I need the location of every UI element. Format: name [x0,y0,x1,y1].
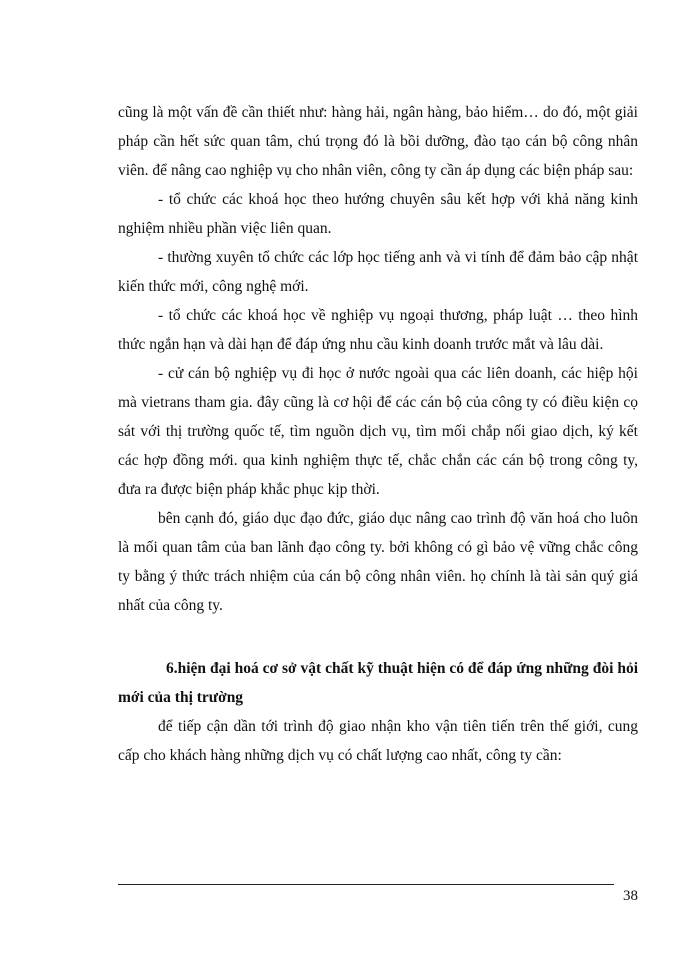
paragraph-section-intro: để tiếp cận dần tới trình độ giao nhận kho vận tiên tiến trên thế giới, cung cấp cho khách hàng những dịch vụ có chất lượng cao nhất, công ty cần: [118,718,638,764]
page-number: 38 [623,888,638,904]
paragraph-education: bên cạnh đó, giáo dục đạo đức, giáo dục nâng cao trình độ văn hoá cho luôn là mối quan tâm của ban lãnh đạo công ty. bởi không có gì bảo vệ vững chắc công ty bằng ý thức trách nhiệm của cán bộ công nhân viên. họ chính là tài sản quý giá nhất của công ty. [118,510,638,614]
bullet-item: - tổ chức các khoá học theo hướng chuyên sâu kết hợp với khả năng kinh nghiệm nhiều phần việc liên quan. [118,191,638,237]
body-text [118,98,638,770]
section-heading: 6.hiện đại hoá cơ sở vật chất kỹ thuật hiện có để đáp ứng những đòi hỏi mới của thị trường [118,660,638,706]
footer-rule [118,884,614,885]
bullet-item: - tổ chức các khoá học về nghiệp vụ ngoại thương, pháp luật … theo hình thức ngắn hạn và dài hạn để đáp ứng nhu cầu kinh doanh trước mắt và lâu dài. [118,307,638,353]
paragraph-intro: cũng là một vấn đề cần thiết như: hàng hải, ngân hàng, bảo hiểm… do đó, một giải pháp cần hết sức quan tâm, chú trọng đó là bồi dưỡng, đào tạo cán bộ công nhân viên. để nâng cao nghiệp vụ cho nhân viên, công ty cần áp dụng các biện pháp sau: [118,104,638,179]
bullet-item: - thường xuyên tổ chức các lớp học tiếng anh và vi tính để đảm bảo cập nhật kiến thức mới, công nghệ mới. [118,249,638,295]
bullet-item: - cử cán bộ nghiệp vụ đi học ở nước ngoài qua các liên doanh, các hiệp hội mà vietrans tham gia. đây cũng là cơ hội để các cán bộ của công ty có điều kiện cọ sát với thị trường quốc tế, tìm nguồn dịch vụ, tìm mối chắp nối giao dịch, ký kết các hợp đồng mới. qua kinh nghiệm thực tế, chắc chắn các cán bộ trong công ty, đưa ra được biện pháp khắc phục kịp thời. [118,365,638,498]
